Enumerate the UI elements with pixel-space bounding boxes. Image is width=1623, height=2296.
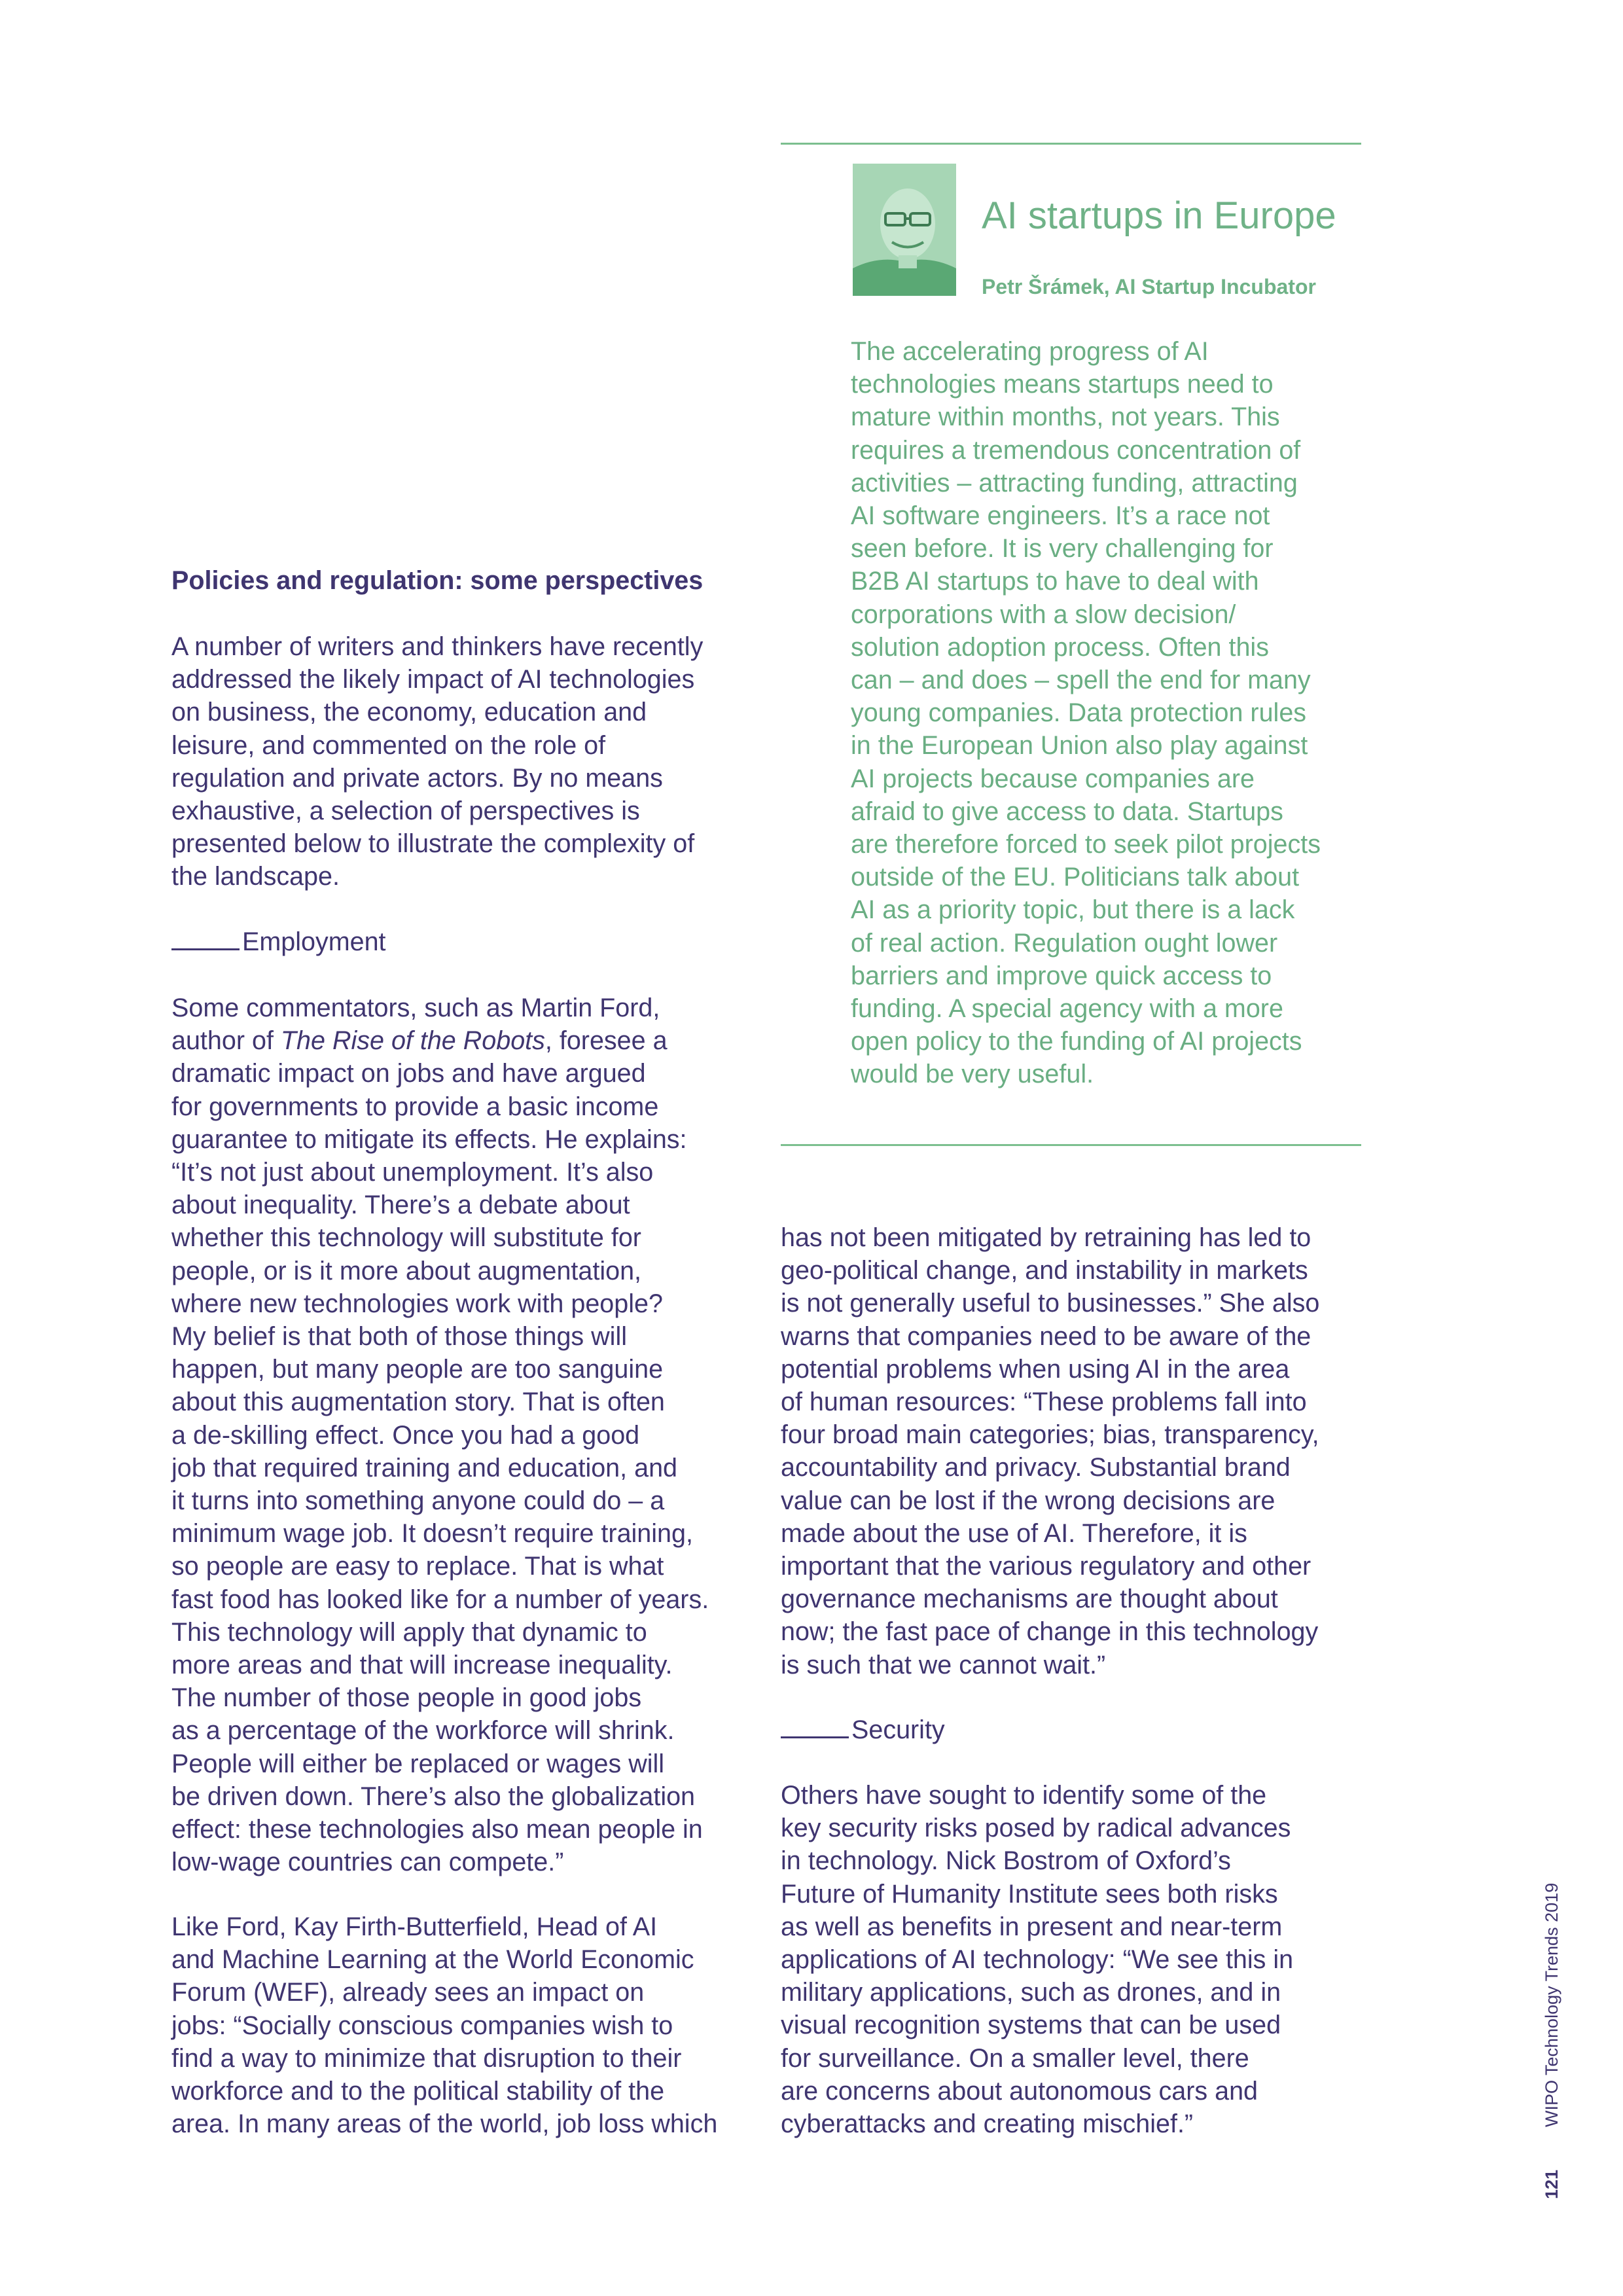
- sidebar-line: would be very useful.: [851, 1060, 1094, 1089]
- page-number: 121: [1542, 2169, 1561, 2199]
- kay-line: jobs: “Socially conscious companies wish to: [171, 2011, 673, 2040]
- security-line: Others have sought to identify some of the: [781, 1781, 1267, 1810]
- sidebar-line: The accelerating progress of AI: [851, 337, 1209, 366]
- kay-line: area. In many areas of the world, job loss which: [171, 2109, 718, 2139]
- publication-title: WIPO Technology Trends 2019: [1542, 1882, 1561, 2127]
- kay-paragraph: [171, 1910, 760, 2140]
- ford-line: for governments to provide a basic income: [171, 1092, 659, 1121]
- cont-line: value can be lost if the wrong decisions are: [781, 1486, 1275, 1515]
- ford-line: as a percentage of the workforce will shrink.: [171, 1716, 675, 1746]
- kay-line: workforce and to the political stability of the: [171, 2077, 665, 2106]
- book-title: The Rise of the Robots: [280, 1026, 545, 1056]
- ford-line: happen, but many people are too sanguine: [171, 1355, 664, 1384]
- ford-line: fast food has looked like for a number of years.: [171, 1585, 709, 1614]
- ford-line: people, or is it more about augmentation,: [171, 1256, 642, 1285]
- sidebar-line: seen before. It is very challenging for: [851, 534, 1274, 564]
- security-line: key security risks posed by radical advances: [781, 1814, 1291, 1843]
- kay-line: Like Ford, Kay Firth-Butterfield, Head of AI: [171, 1912, 658, 1941]
- intro-line: the landscape.: [171, 862, 340, 891]
- security-subhead: [781, 1713, 945, 1746]
- intro-paragraph: [171, 630, 760, 893]
- security-line: military applications, such as drones, and in: [781, 1978, 1281, 2007]
- sidebar-line: outside of the EU. Politicians talk about: [851, 863, 1300, 892]
- ford-line: People will either be replaced or wages will: [171, 1749, 665, 1778]
- sidebar-bottom-rule: [781, 1144, 1361, 1146]
- cont-line: made about the use of AI. Therefore, it is: [781, 1518, 1247, 1548]
- ford-line: low-wage countries can compete.”: [171, 1848, 564, 1877]
- kay-line: and Machine Learning at the World Economic: [171, 1945, 694, 1975]
- author-photo: [853, 164, 956, 296]
- security-line: in technology. Nick Bostrom of Oxford’s: [781, 1846, 1231, 1876]
- intro-line: exhaustive, a selection of perspectives is: [171, 797, 640, 826]
- cont-line: geo-political change, and instability in markets: [781, 1256, 1308, 1285]
- sidebar-line: afraid to give access to data. Startups: [851, 797, 1283, 826]
- intro-line: A number of writers and thinkers have recently: [171, 632, 704, 661]
- ford-line: My belief is that both of those things will: [171, 1322, 627, 1352]
- cont-line: of human resources: “These problems fall into: [781, 1388, 1307, 1417]
- ford-line: Some commentators, such as Martin Ford,: [171, 994, 660, 1022]
- sidebar-body: [851, 335, 1374, 1091]
- cont-line: accountability and privacy. Substantial brand: [781, 1453, 1291, 1482]
- sidebar-line: can – and does – spell the end for many: [851, 666, 1311, 695]
- sidebar-line: AI as a priority topic, but there is a lack: [851, 895, 1295, 925]
- intro-line: addressed the likely impact of AI technologies: [171, 665, 695, 694]
- sidebar-line: activities – attracting funding, attracting: [851, 468, 1298, 497]
- cont-line: governance mechanisms are thought about: [781, 1585, 1278, 1614]
- subhead-rule: [171, 948, 240, 950]
- sidebar-line: mature within months, not years. This: [851, 403, 1280, 432]
- sidebar-line: young companies. Data protection rules: [851, 698, 1307, 728]
- sidebar-line: of real action. Regulation ought lower: [851, 928, 1278, 958]
- intro-line: regulation and private actors. By no means: [171, 763, 663, 793]
- ford-line: guarantee to mitigate its effects. He explains:: [171, 1124, 687, 1154]
- cont-line: four broad main categories; bias, transparency,: [781, 1420, 1319, 1450]
- sidebar-line: corporations with a slow decision/: [851, 600, 1236, 629]
- ford-author-line: [171, 1024, 760, 1057]
- ford-line: minimum wage job. It doesn’t require training,: [171, 1519, 693, 1549]
- ford-line: more areas and that will increase inequality.: [171, 1651, 673, 1680]
- section-heading: Policies and regulation: some perspectives: [171, 566, 704, 595]
- sidebar-line: in the European Union also play against: [851, 731, 1308, 761]
- ford-line: about this augmentation story. That is often: [171, 1388, 665, 1417]
- sidebar-author: Petr Šrámek, AI Startup Incubator: [982, 275, 1316, 298]
- subhead-rule: [781, 1736, 849, 1738]
- security-line: for surveillance. On a smaller level, there: [781, 2043, 1249, 2073]
- ford-line: dramatic impact on jobs and have argued: [171, 1059, 646, 1088]
- cont-line: is not generally useful to businesses.” She also: [781, 1289, 1320, 1318]
- sidebar-line: technologies means startups need to: [851, 370, 1274, 399]
- sidebar-line: requires a tremendous concentration of: [851, 435, 1301, 465]
- intro-line: on business, the economy, education and: [171, 698, 647, 727]
- security-line: visual recognition systems that can be used: [781, 2011, 1281, 2040]
- ford-line: whether this technology will substitute for: [171, 1223, 641, 1253]
- ford-line: This technology will apply that dynamic to: [171, 1617, 647, 1647]
- cont-line: now; the fast pace of change in this technology: [781, 1617, 1319, 1647]
- ford-line: where new technologies work with people?: [171, 1289, 663, 1318]
- intro-line: leisure, and commented on the role of: [171, 730, 606, 760]
- sidebar-line: AI software engineers. It’s a race not: [851, 501, 1270, 531]
- intro-line: presented below to illustrate the complexity of: [171, 829, 695, 859]
- cont-line: is such that we cannot wait.”: [781, 1650, 1106, 1679]
- ford-author-after: , foresee a: [544, 1026, 668, 1056]
- kay-line: find a way to minimize that disruption to their: [171, 2043, 682, 2073]
- kay-line: Forum (WEF), already sees an impact on: [171, 1978, 645, 2007]
- ford-line: effect: these technologies also mean people in: [171, 1815, 703, 1844]
- cont-line: important that the various regulatory and other: [781, 1552, 1311, 1581]
- sidebar-line: AI projects because companies are: [851, 764, 1255, 793]
- employment-label: Employment: [242, 927, 386, 956]
- ford-line: so people are easy to replace. That is what: [171, 1552, 664, 1581]
- ford-line: about inequality. There’s a debate about: [171, 1191, 630, 1220]
- sidebar-line: funding. A special agency with a more: [851, 994, 1283, 1024]
- sidebar-title: AI startups in Europe: [982, 194, 1336, 237]
- ford-author-before: author of: [171, 1026, 281, 1056]
- ford-line: it turns into something anyone could do – a: [171, 1486, 665, 1516]
- sidebar-line: open policy to the funding of AI projects: [851, 1027, 1302, 1056]
- security-line: are concerns about autonomous cars and: [781, 2076, 1258, 2106]
- sidebar-line: solution adoption process. Often this: [851, 632, 1269, 662]
- cont-line: warns that companies need to be aware of the: [781, 1321, 1311, 1351]
- ford-line: job that required training and education, and: [171, 1453, 678, 1482]
- ford-paragraph: [171, 992, 760, 1878]
- security-line: as well as benefits in present and near-term: [781, 1912, 1283, 1941]
- continuation-paragraph: [781, 1221, 1370, 1681]
- security-line: Future of Humanity Institute sees both risks: [781, 1879, 1278, 1909]
- security-label: Security: [851, 1715, 945, 1744]
- security-line: cyberattacks and creating mischief.”: [781, 2109, 1194, 2139]
- cont-line: has not been mitigated by retraining has led to: [781, 1223, 1311, 1252]
- employment-subhead: [171, 925, 386, 958]
- security-paragraph: [781, 1779, 1370, 2140]
- sidebar-line: barriers and improve quick access to: [851, 961, 1272, 990]
- cont-line: potential problems when using AI in the area: [781, 1354, 1290, 1384]
- ford-line: “It’s not just about unemployment. It’s also: [171, 1158, 654, 1187]
- sidebar-line: are therefore forced to seek pilot projects: [851, 830, 1321, 859]
- sidebar-top-rule: [781, 143, 1361, 145]
- sidebar-line: B2B AI startups to have to deal with: [851, 567, 1259, 596]
- security-line: applications of AI technology: “We see this in: [781, 1945, 1294, 1975]
- ford-line: be driven down. There’s also the globalization: [171, 1782, 696, 1811]
- ford-line: The number of those people in good jobs: [171, 1683, 642, 1713]
- ford-line: a de-skilling effect. Once you had a good: [171, 1420, 640, 1450]
